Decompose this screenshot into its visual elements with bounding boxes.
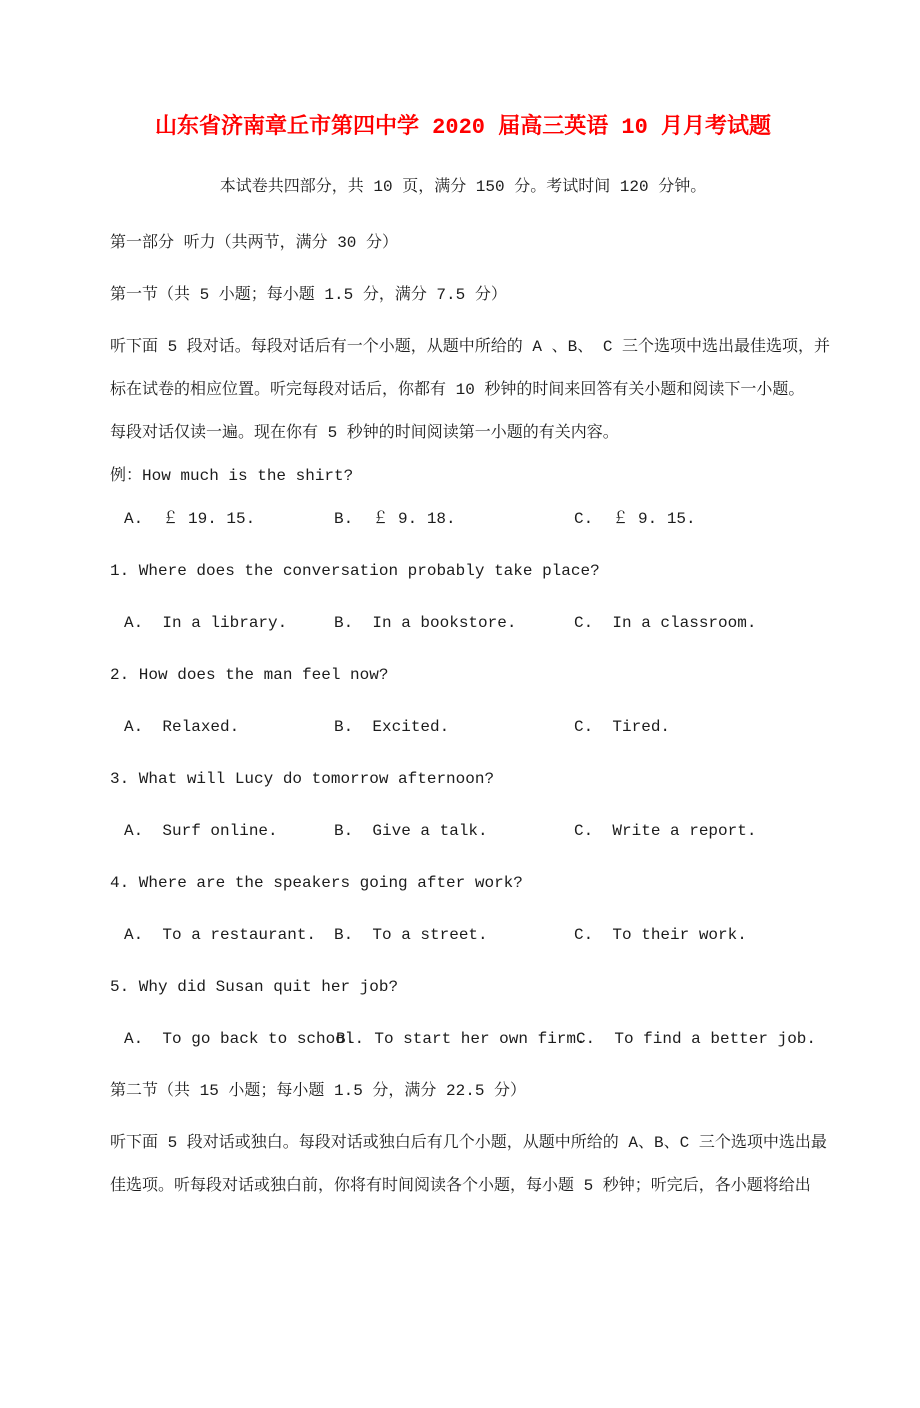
option-c: C. Write a report. bbox=[574, 822, 757, 840]
example-options bbox=[110, 498, 816, 541]
option-b: B. In a bookstore. bbox=[334, 614, 517, 632]
exam-document bbox=[0, 106, 920, 1208]
instructions-line: 佳选项。听每段对话或独白前，你将有时间阅读各个小题，每小题 5 秒钟；听完后，各小题将给出 bbox=[110, 1177, 811, 1195]
instructions-line: 标在试卷的相应位置。听完每段对话后，你都有 10 秒钟的时间来回答有关小题和阅读下一小题。 bbox=[110, 381, 805, 399]
question-1 bbox=[110, 550, 816, 645]
question-prompt: 4. Where are the speakers going after work? bbox=[110, 874, 523, 892]
option-b: B. To a street. bbox=[334, 926, 488, 944]
question-prompt: 5. Why did Susan quit her job? bbox=[110, 978, 399, 996]
section1-heading: 第一节（共 5 小题；每小题 1.5 分，满分 7.5 分） bbox=[110, 286, 507, 304]
example-question bbox=[110, 455, 816, 541]
page-title: 山东省济南章丘市第四中学 2020 届高三英语 10 月月考试题 bbox=[154, 115, 772, 140]
option-a: A. In a library. bbox=[124, 614, 288, 632]
option-c: C. Tired. bbox=[574, 718, 671, 736]
option-b: B. Give a talk. bbox=[334, 822, 488, 840]
option-b: B. ￡ 9. 18. bbox=[334, 510, 456, 528]
question-prompt: 1. Where does the conversation probably take place? bbox=[110, 562, 600, 580]
option-c: C. To their work. bbox=[574, 926, 747, 944]
question-5 bbox=[110, 966, 816, 1061]
question-prompt: 3. What will Lucy do tomorrow afternoon? bbox=[110, 770, 495, 788]
question-prompt: 2. How does the man feel now? bbox=[110, 666, 389, 684]
question-4 bbox=[110, 862, 816, 957]
option-c: C. ￡ 9. 15. bbox=[574, 510, 696, 528]
question-2 bbox=[110, 654, 816, 749]
option-a: A. Relaxed. bbox=[124, 718, 240, 736]
option-b: B. Excited. bbox=[334, 718, 450, 736]
exam-info-line: 本试卷共四部分，共 10 页，满分 150 分。考试时间 120 分钟。 bbox=[219, 178, 707, 196]
question-options bbox=[110, 1018, 816, 1061]
question-3 bbox=[110, 758, 816, 853]
question-options bbox=[110, 914, 816, 957]
option-c: C. To find a better job. bbox=[575, 1030, 816, 1048]
part1-heading: 第一部分 听力（共两节，满分 30 分） bbox=[110, 234, 399, 252]
section1-instructions bbox=[110, 326, 831, 455]
option-a: A. ￡ 19. 15. bbox=[124, 510, 256, 528]
example-prompt: 例：How much is the shirt? bbox=[110, 467, 354, 485]
question-options bbox=[110, 602, 816, 645]
question-options bbox=[110, 706, 816, 749]
instructions-line: 听下面 5 段对话或独白。每段对话或独白后有几个小题，从题中所给的 A、B、C 三个选项中选出最 bbox=[110, 1134, 827, 1152]
option-a: A. To a restaurant. bbox=[124, 926, 317, 944]
instructions-line: 听下面 5 段对话。每段对话后有一个小题，从题中所给的 A 、B、 C 三个选项中选出最佳选项，并 bbox=[110, 338, 831, 356]
option-a: A. To go back to school. bbox=[124, 1030, 365, 1048]
instructions-line: 每段对话仅读一遍。现在你有 5 秒钟的时间阅读第一小题的有关内容。 bbox=[110, 424, 619, 442]
section2-heading: 第二节（共 15 小题；每小题 1.5 分，满分 22.5 分） bbox=[110, 1082, 527, 1100]
question-options bbox=[110, 810, 816, 853]
section2-instructions bbox=[110, 1122, 827, 1208]
option-b: B. To start her own firm. bbox=[335, 1030, 586, 1048]
option-c: C. In a classroom. bbox=[574, 614, 757, 632]
option-a: A. Surf online. bbox=[124, 822, 278, 840]
